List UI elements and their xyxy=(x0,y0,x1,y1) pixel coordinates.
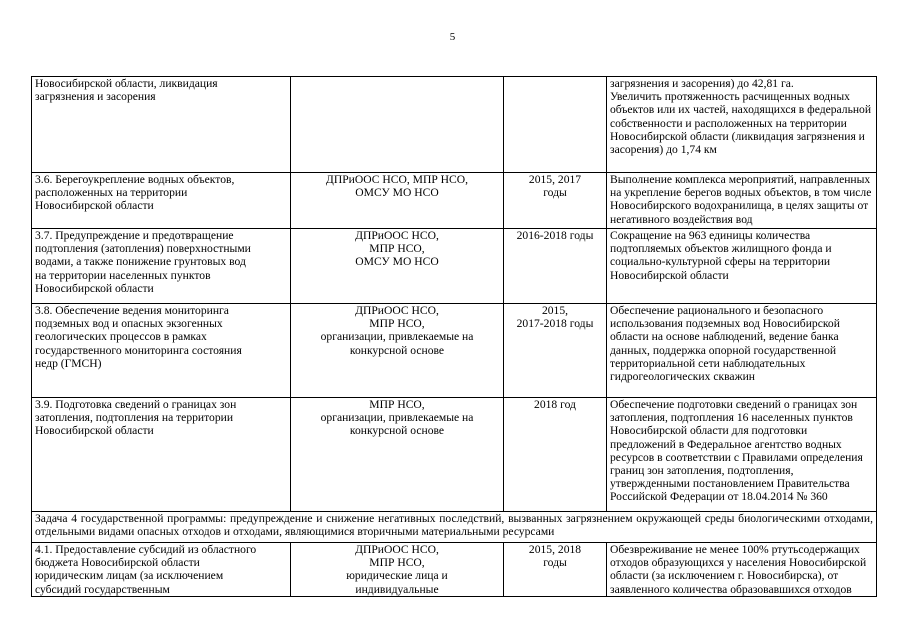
cell-text-line: ресурсов в соответствии с Правилами определения xyxy=(610,450,863,464)
cell-text-line: расположенных на территории xyxy=(35,186,188,200)
cell-text-line: 3.8. Обеспечение ведения мониторинга xyxy=(35,304,229,317)
table-row xyxy=(32,229,877,304)
cell-text-line: предложений в Федеральное агентство водных xyxy=(610,437,842,451)
measure-name-cell xyxy=(32,543,291,597)
table-row xyxy=(32,304,877,398)
expected-result-cell xyxy=(607,229,877,304)
measure-name-cell xyxy=(32,173,291,229)
cell-text-line: на территории населенных пунктов xyxy=(35,268,211,282)
cell-text-line: Новосибирской области xyxy=(35,281,154,295)
measure-name-cell xyxy=(32,229,291,304)
measure-name-cell xyxy=(32,304,291,398)
period-cell xyxy=(504,77,607,173)
expected-result-cell xyxy=(607,77,877,173)
executor-cell xyxy=(291,173,504,229)
cell-text-line: гидрогеологических скважин xyxy=(610,370,755,384)
period-cell xyxy=(504,173,607,229)
measure-name-cell xyxy=(32,77,291,173)
cell-text-line: 2018 год xyxy=(534,398,576,411)
cell-text-line: Обезвреживание не менее 100% ртутьсодержащих xyxy=(610,543,860,556)
cell-text-line: Новосибирской области для подготовки xyxy=(610,424,808,438)
cell-text-line: данных, поддержка опорной государственной xyxy=(610,343,837,357)
executor-cell xyxy=(291,398,504,512)
period-cell xyxy=(504,304,607,398)
cell-text-line: ДПРиООС НСО, xyxy=(355,229,439,242)
cell-text-line: подземных вод и опасных экзогенных xyxy=(35,317,223,331)
cell-text-line: заявленного количества образовавшихся отходов xyxy=(610,582,852,596)
task-row xyxy=(32,512,877,543)
period-cell xyxy=(504,543,607,597)
table-row xyxy=(32,173,877,229)
cell-text-line: территориальной сети наблюдательных xyxy=(610,356,806,370)
cell-text-line: загрязнения и засорения) до 42,81 га. xyxy=(610,77,794,90)
executor-cell xyxy=(291,229,504,304)
cell-text-line: отходов образующихся у населения Новосибирской xyxy=(610,556,867,570)
cell-text-line: МПР НСО, xyxy=(369,556,425,570)
cell-text-line: 2015, 2017 xyxy=(528,173,582,186)
cell-text-line: 3.6. Берегоукрепление водных объектов, xyxy=(35,173,235,186)
executor-cell xyxy=(291,304,504,398)
measure-name-cell xyxy=(32,398,291,512)
cell-text-line: 4.1. Предоставление субсидий из областного xyxy=(35,543,257,556)
cell-text-line: Российской Федерации от 18.04.2014 № 360 xyxy=(610,490,828,504)
cell-text-line: затопления, подтопления на территории xyxy=(35,411,234,425)
table-row xyxy=(32,398,877,512)
executor-cell xyxy=(291,543,504,597)
period-cell xyxy=(504,398,607,512)
cell-text-line: границ зон затопления, подтопления, xyxy=(610,464,794,478)
cell-text-line: 2015, 2018 xyxy=(528,543,582,556)
cell-text-line: затопления, подтопления 16 населенных пунктов xyxy=(610,411,853,425)
cell-text-line: Новосибирской области xyxy=(610,268,729,282)
cell-text-line: засорения) до 1,74 км xyxy=(610,143,717,157)
cell-text-line: области на основе наблюдений, ведение банка xyxy=(610,330,839,344)
cell-text-line: 2016-2018 годы xyxy=(516,229,594,242)
cell-text-line: Сокращение на 963 единицы количества xyxy=(610,229,811,242)
executor-cell xyxy=(291,77,504,173)
cell-text-line: геологических процессов в рамках xyxy=(35,330,207,344)
cell-text-line: организации, привлекаемые на xyxy=(320,330,474,344)
cell-text-line: конкурсной основе xyxy=(349,424,445,438)
cell-text-line: Новосибирской области (ликвидация загрязнения и xyxy=(610,129,865,143)
cell-text-line: МПР НСО, xyxy=(369,317,425,331)
cell-text-line: Новосибирского водохранилища, в целях защиты от xyxy=(610,199,869,213)
cell-text-line: утвержденными постановлением Правительства xyxy=(610,477,850,491)
cell-text-line: Новосибирской области, ликвидация xyxy=(35,77,218,90)
cell-text-line: использования подземных вод Новосибирской xyxy=(610,317,840,331)
cell-text-line: недр (ГМСН) xyxy=(35,356,102,370)
cell-text-line: 3.9. Подготовка сведений о границах зон xyxy=(35,398,237,411)
cell-text-line: организации, привлекаемые на xyxy=(320,411,474,425)
cell-text-line: МПР НСО, xyxy=(369,398,425,411)
program-measures-table xyxy=(31,76,877,597)
cell-text-line: Увеличить протяженность расчищенных водных xyxy=(610,90,850,104)
expected-result-cell xyxy=(607,543,877,597)
period-cell xyxy=(504,229,607,304)
cell-text-line: индивидуальные xyxy=(355,582,439,596)
cell-text-line: водами, а также понижение грунтовых вод xyxy=(35,255,246,269)
table-body xyxy=(32,77,877,597)
cell-text-line: годы xyxy=(543,186,567,200)
cell-text-line: собственности и расположенных на территории xyxy=(610,116,847,130)
expected-result-cell xyxy=(607,398,877,512)
cell-text-line: конкурсной основе xyxy=(349,343,445,357)
cell-text-line: объектов или их частей, находящихся в федеральной xyxy=(610,103,872,117)
cell-text-line: Обеспечение подготовки сведений о границах зон xyxy=(610,398,858,411)
expected-result-cell xyxy=(607,304,877,398)
cell-text-line: юридические лица и xyxy=(346,569,448,583)
cell-text-line: 2017-2018 годы xyxy=(516,317,594,331)
cell-text-line: юридическим лицам (за исключением xyxy=(35,569,224,583)
cell-text-line: Новосибирской области xyxy=(35,424,154,438)
cell-text-line: подтопляемых объектов жилищного фонда и xyxy=(610,242,832,256)
cell-text-line: на укрепление берегов водных объектов, в том числе xyxy=(610,186,872,200)
cell-text-line: области (за исключением г. Новосибирска), от xyxy=(610,569,839,583)
page-number: 5 xyxy=(449,31,456,43)
cell-text-line: годы xyxy=(543,556,567,570)
task-heading-cell: Задача 4 государственной программы: предупреждение и снижение негативных последствий, вызванных загрязнением окружающей среды биологическими отходами, отдельными видами опасных отходов и отходами, являющимися вторичными материальными ресурсами xyxy=(32,512,877,543)
cell-text-line: 3.7. Предупреждение и предотвращение xyxy=(35,229,234,242)
cell-text-line: бюджета Новосибирской области xyxy=(35,556,200,570)
cell-text-line: Выполнение комплекса мероприятий, направленных xyxy=(610,173,871,186)
cell-text-line: 2015, xyxy=(541,304,569,317)
cell-text-line: субсидий государственным xyxy=(35,582,170,596)
table-row xyxy=(32,77,877,173)
cell-text-line: ДПРиООС НСО, xyxy=(355,304,439,317)
cell-text-line: негативного воздействия вод xyxy=(610,212,753,226)
cell-text-line: ОМСУ МО НСО xyxy=(355,255,439,269)
cell-text-line: МПР НСО, xyxy=(369,242,425,256)
cell-text-line: подтопления (затопления) поверхностными xyxy=(35,242,251,256)
expected-result-cell xyxy=(607,173,877,229)
cell-text-line: ДПРиООС НСО, МПР НСО, xyxy=(325,173,469,186)
cell-text-line: государственного мониторинга состояния xyxy=(35,343,242,357)
table-row xyxy=(32,543,877,597)
cell-text-line: Обеспечение рационального и безопасного xyxy=(610,304,824,317)
cell-text-line: ДПРиООС НСО, xyxy=(355,543,439,556)
cell-text-line: загрязнения и засорения xyxy=(35,90,156,104)
cell-text-line: социально-культурной сферы на территории xyxy=(610,255,831,269)
cell-text-line: ОМСУ МО НСО xyxy=(355,186,439,200)
cell-text-line: Новосибирской области xyxy=(35,199,154,213)
